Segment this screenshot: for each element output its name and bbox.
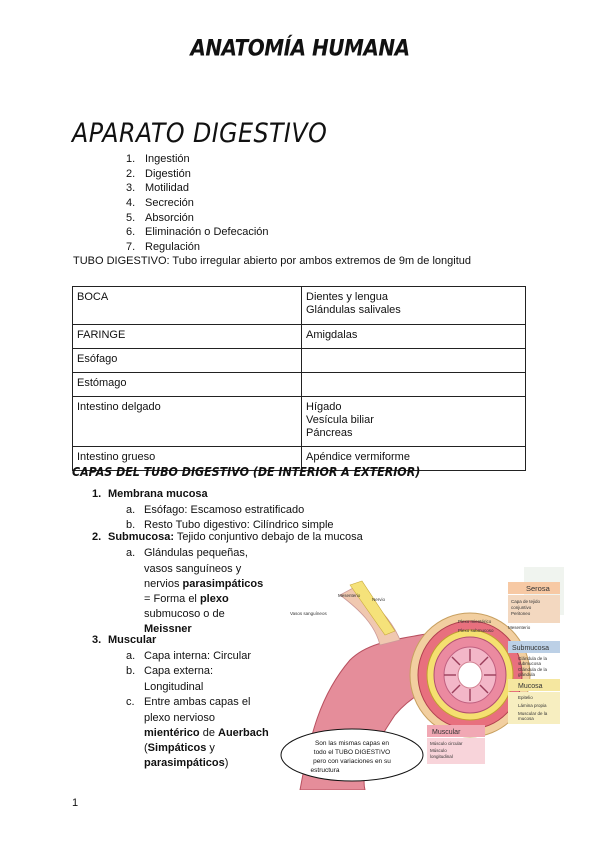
list-item-continued: Meissner: [144, 623, 192, 635]
table-cell: Intestino grueso: [73, 447, 302, 471]
table-cell: FARINGE: [73, 325, 302, 349]
list-item-continued: plexo nervioso: [144, 712, 215, 724]
table-cell: Intestino delgado: [73, 397, 302, 447]
functions-list: [126, 152, 269, 255]
table-row: [73, 349, 526, 373]
list-item-continued: = Forma el plexo: [144, 593, 229, 605]
list-item-continued: (Simpáticos y: [144, 742, 215, 754]
table-cell: BOCA: [73, 287, 302, 325]
svg-text:Glándula de la: Glándula de la: [518, 667, 548, 672]
svg-text:Serosa: Serosa: [526, 584, 550, 593]
list-item-continued: mientérico de Auerbach: [144, 727, 269, 739]
table-cell: Hígado Vesícula biliar Páncreas: [302, 397, 526, 447]
list-item: b. Resto Tubo digestivo: Cilíndrico simple: [126, 519, 334, 531]
list-item: a. Glándulas pequeñas,: [126, 547, 248, 559]
svg-text:longitudinal: longitudinal: [430, 754, 453, 759]
svg-text:Son las mismas capas en: Son las mismas capas en: [314, 740, 390, 747]
svg-text:glándula: glándula: [518, 672, 536, 677]
tube-definition: TUBO DIGESTIVO: Tubo irregular abierto por ambos extremos de 9m de longitud: [73, 255, 472, 267]
list-item-continued: Longitudinal: [144, 681, 204, 693]
svg-text:Epitelio: Epitelio: [518, 695, 533, 700]
list-item-continued: nervios parasimpáticos: [144, 578, 264, 590]
list-item: 3. Motilidad: [126, 182, 190, 195]
svg-text:Peritoneo: Peritoneo: [511, 611, 531, 616]
list-item: 5. Absorción: [126, 211, 194, 224]
section-title: APARATO DIGESTIVO: [72, 118, 328, 149]
list-item: c. Entre ambas capas el: [126, 696, 251, 708]
table-cell: [302, 373, 526, 397]
list-item-continued: parasimpáticos): [144, 757, 229, 769]
table-cell: Amigdalas: [302, 325, 526, 349]
layers-title: CAPAS DEL TUBO DIGESTIVO (DE INTERIOR A EXTERIOR): [72, 465, 421, 479]
list-item: 7. Regulación: [126, 241, 201, 254]
svg-text:Submucosa: Submucosa: [512, 645, 549, 652]
table-cell: Estómago: [73, 373, 302, 397]
svg-text:Plexo submucoso: Plexo submucoso: [458, 628, 494, 633]
svg-text:Plexo mientérico: Plexo mientérico: [458, 619, 492, 624]
svg-text:Glándula de la: Glándula de la: [518, 656, 548, 661]
svg-text:Mesenterio: Mesenterio: [508, 625, 531, 630]
svg-text:Muscular: Muscular: [432, 729, 461, 736]
svg-text:mucosa: mucosa: [518, 716, 534, 721]
svg-text:Capa de tejido: Capa de tejido: [511, 599, 541, 604]
layer-mucosa: 1. Membrana mucosa: [92, 488, 208, 500]
list-item: a. Esófago: Escamoso estratificado: [126, 504, 305, 516]
list-item: 2. Digestión: [126, 167, 191, 180]
document-header: ANATOMÍA HUMANA: [190, 34, 410, 62]
table-cell: [302, 349, 526, 373]
list-item: 4. Secreción: [126, 197, 194, 210]
table-row: [73, 397, 526, 447]
list-item-continued: submucoso o de: [144, 608, 225, 620]
svg-text:todo el TUBO DIGESTIVO: todo el TUBO DIGESTIVO: [313, 749, 391, 756]
svg-text:Mucosa: Mucosa: [518, 683, 543, 690]
svg-text:conjuntivo: conjuntivo: [511, 605, 532, 610]
svg-text:pero con variaciones en su: pero con variaciones en su: [313, 758, 391, 765]
list-item: 1. Ingestión: [126, 153, 190, 165]
svg-text:Muscular de la: Muscular de la: [518, 711, 548, 716]
digestive-wall-figure: [280, 565, 566, 790]
table-cell: Apéndice vermiforme: [302, 447, 526, 471]
table-row: [73, 373, 526, 397]
svg-text:Músculo circular: Músculo circular: [430, 741, 463, 746]
table-row: [73, 325, 526, 349]
svg-text:Vasos sanguíneos: Vasos sanguíneos: [290, 611, 327, 616]
svg-text:submucosa: submucosa: [518, 661, 542, 666]
page-number: 1: [72, 797, 79, 809]
layer-submucosa: 2. Submucosa: Tejido conjuntivo debajo de la mucosa: [92, 531, 363, 543]
list-item-continued: vasos sanguíneos y: [144, 563, 242, 575]
list-item: 6. Eliminación o Defecación: [126, 226, 269, 239]
svg-text:Músculo: Músculo: [430, 748, 447, 753]
list-item: a. Capa interna: Circular: [126, 650, 251, 662]
organs-table: [72, 286, 526, 471]
table-row: [73, 287, 526, 325]
svg-text:Mesenterio: Mesenterio: [338, 593, 361, 598]
table-cell: Dientes y lengua Glándulas salivales: [302, 287, 526, 325]
table-cell: Esófago: [73, 349, 302, 373]
svg-text:Nervio: Nervio: [372, 597, 386, 602]
svg-text:estructura: estructura: [310, 767, 340, 774]
svg-text:Lámina propia: Lámina propia: [518, 703, 547, 708]
list-item: b. Capa externa:: [126, 665, 214, 677]
layer-muscular: 3. Muscular: [92, 634, 157, 646]
